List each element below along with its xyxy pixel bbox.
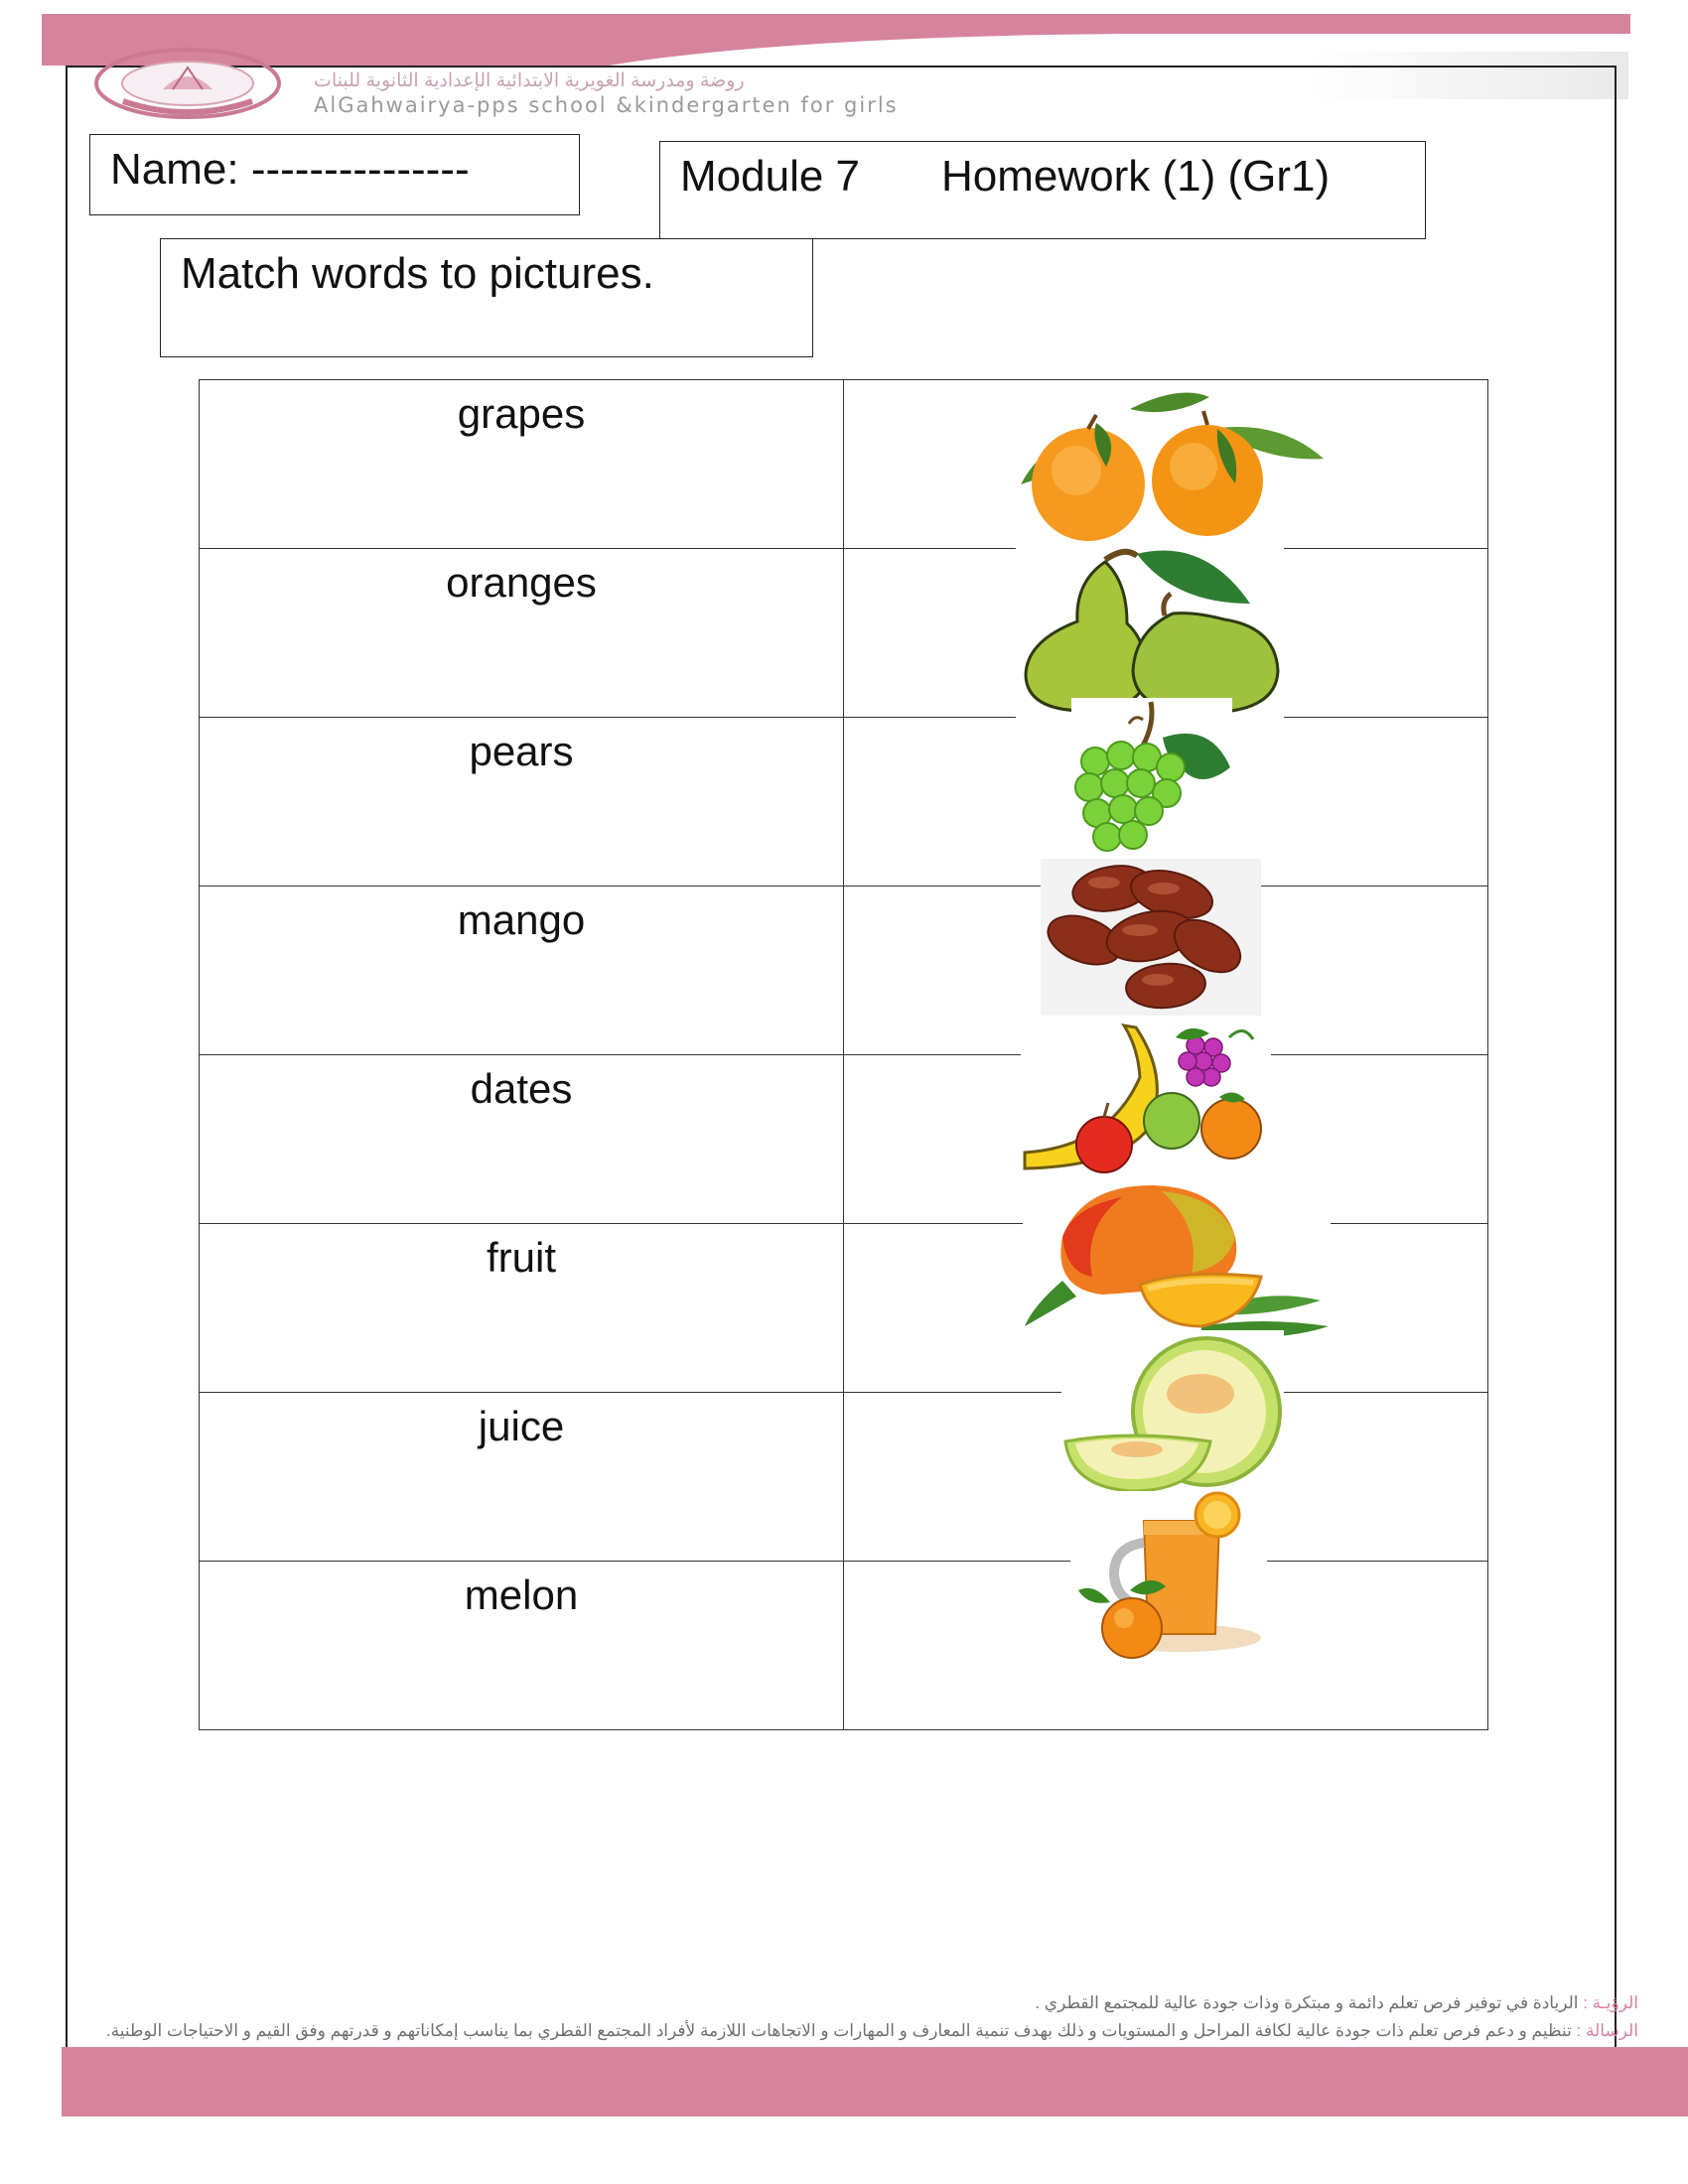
school-logo <box>93 44 282 119</box>
footer-decorative-band <box>62 2047 1688 2116</box>
mission-text: تنظيم و دعم فرص تعلم ذات جودة عالية لكافة المراحل و المستويات و ذلك بهدف تنمية المعارف و المهارات و الاتجاهات اللازمة لأفراد المجتمع القطري بما يناسب إمكاناتهم و قدرتهم وفق القيم و الاحتياجات الوطنية. <box>105 2021 1572 2040</box>
table-row <box>200 1393 1488 1562</box>
table-row <box>200 549 1488 718</box>
title-box <box>659 141 1426 239</box>
melon-picture <box>1061 1330 1284 1491</box>
juice-picture <box>1070 1491 1267 1662</box>
name-box <box>89 134 580 215</box>
name-label: Name: --------------- <box>110 145 470 194</box>
word-cell: grapes <box>200 380 844 549</box>
table-row <box>200 887 1488 1055</box>
vision-label: الرؤيـة : <box>1583 1993 1638 2012</box>
mango-picture <box>1023 1177 1331 1342</box>
word-cell: fruit <box>200 1224 844 1393</box>
word-cell: mango <box>200 887 844 1055</box>
table-row <box>200 1562 1488 1730</box>
oranges-picture <box>981 389 1329 543</box>
grapes-picture <box>1071 698 1232 859</box>
dates-picture <box>1041 859 1261 1016</box>
pears-picture <box>1016 542 1284 719</box>
word-cell: pears <box>200 718 844 887</box>
footer-vision <box>89 1993 1638 2013</box>
module-title: Module 7 <box>680 152 861 201</box>
school-name-english: AlGahwairya-pps school &kindergarten for girls <box>314 93 899 117</box>
school-name-arabic: روضة ومدرسة الغويرية الابتدائية الإعدادية الثانوية للبنات <box>314 70 745 91</box>
instruction-box <box>160 238 813 357</box>
footer-mission <box>89 2021 1638 2041</box>
vision-text: الريادة في توفير فرص تعلم دائمة و مبتكرة وذات جودة عالية للمجتمع القطري . <box>1035 1993 1579 2012</box>
instruction-text: Match words to pictures. <box>181 249 654 298</box>
mixed-fruit-picture <box>1021 1018 1271 1176</box>
matching-table <box>199 379 1488 1730</box>
word-cell: juice <box>200 1393 844 1562</box>
mission-label: الرسالة : <box>1576 2021 1638 2040</box>
table-row <box>200 718 1488 887</box>
word-cell: dates <box>200 1055 844 1224</box>
homework-title: Homework (1) (Gr1) <box>941 152 1331 201</box>
word-cell: oranges <box>200 549 844 718</box>
word-cell: melon <box>200 1562 844 1730</box>
